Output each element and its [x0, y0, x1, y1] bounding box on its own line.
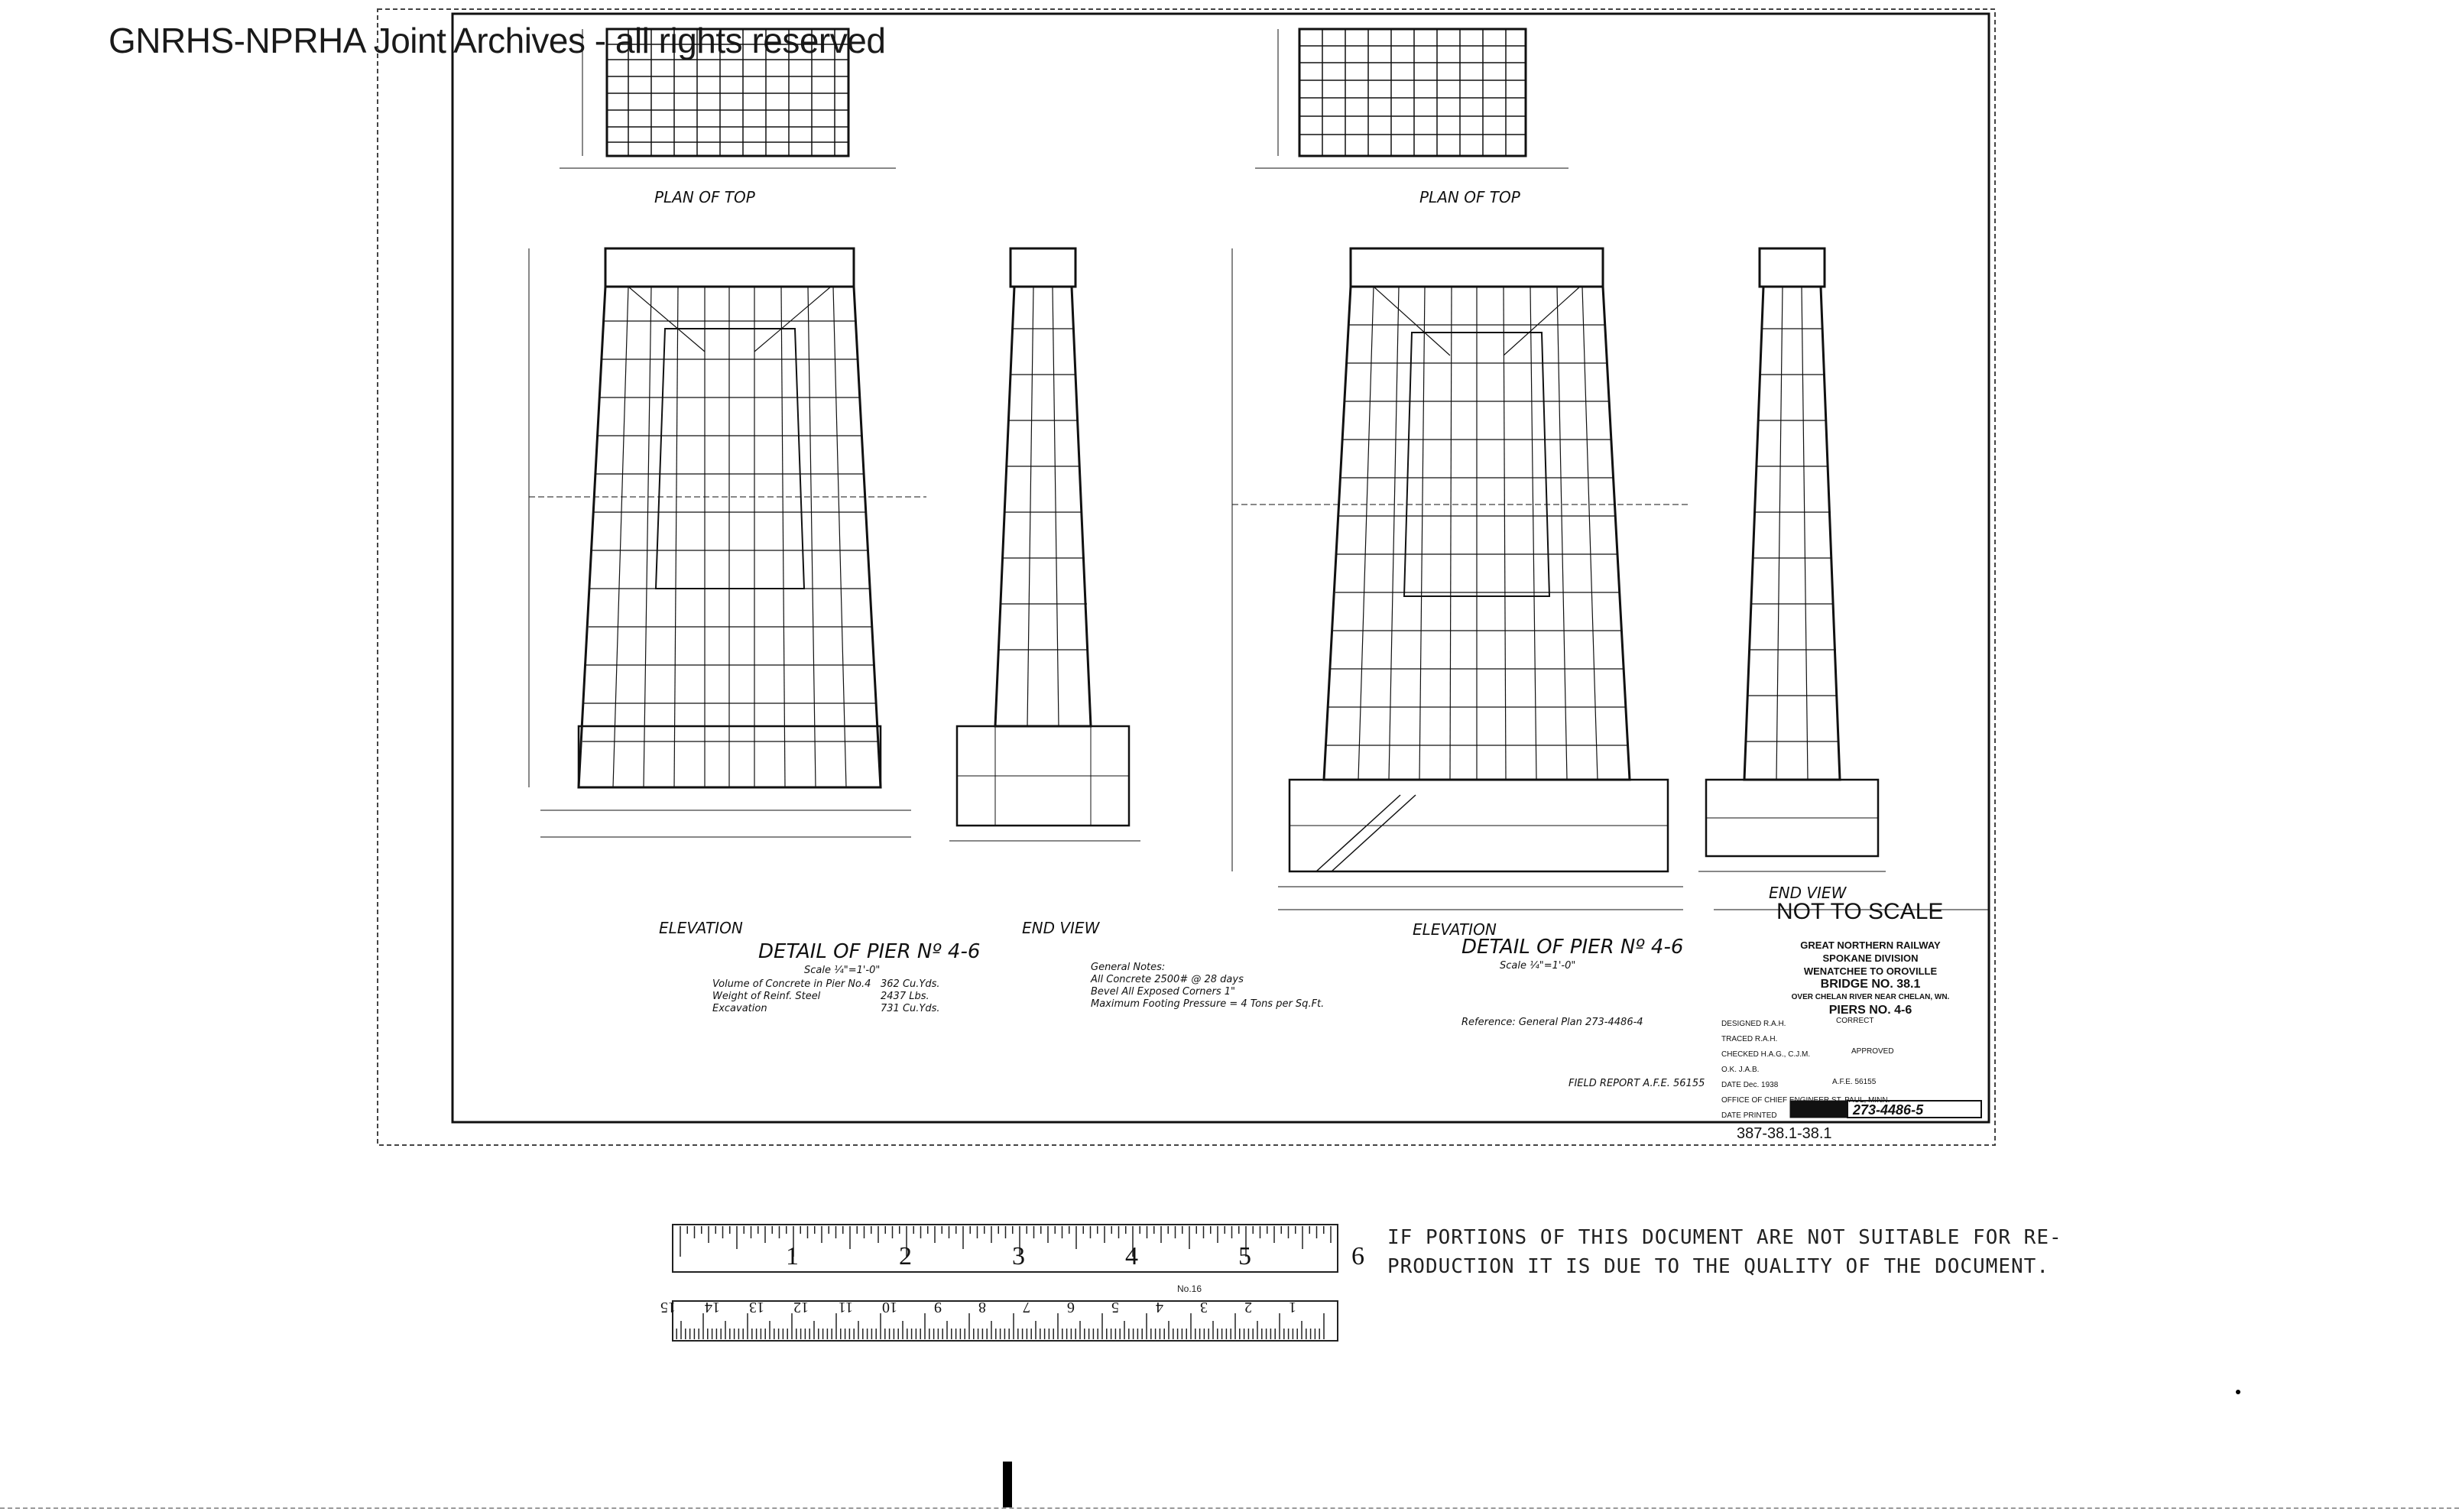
left-end-view: [949, 248, 1140, 841]
credit-date: DATE Dec. 1938: [1721, 1081, 1779, 1089]
left-plan-label: PLAN OF TOP: [654, 188, 755, 206]
title-piers: PIERS NO. 4-6: [1828, 1004, 1912, 1017]
credit-traced: TRACED R.A.H.: [1721, 1035, 1778, 1043]
general-notes-line-1: All Concrete 2500# @ 28 days: [1091, 974, 1244, 985]
ruler-bottom-number: 2: [1244, 1299, 1252, 1316]
ruler-top-number: 6: [1351, 1242, 1364, 1270]
left-elevation-label: ELEVATION: [659, 919, 743, 937]
quantity-volume-label: Volume of Concrete in Pier No.4: [712, 978, 871, 990]
ruler-bottom-number: 11: [838, 1299, 853, 1316]
credit-afe: A.F.E. 56155: [1832, 1078, 1877, 1086]
ruler-bottom-number: 1: [1289, 1299, 1296, 1316]
right-end-view: [1698, 248, 1886, 871]
sheet-number: 387-38.1-38.1: [1737, 1125, 1832, 1142]
scan-bottom-edge: [0, 1507, 2459, 1509]
right-detail-title: DETAIL OF PIER Nº 4-6: [1461, 936, 1684, 959]
notice-line-1: IF PORTIONS OF THIS DOCUMENT ARE NOT SUITABLE FOR RE-: [1387, 1226, 2062, 1249]
title-line: WENATCHEE TO OROVILLE: [1803, 965, 1938, 977]
ruler-top-number: 3: [1012, 1242, 1025, 1270]
quantities-values: [881, 978, 940, 1015]
title-block-text: [1767, 939, 1974, 1017]
quantity-volume-value: 362 Cu.Yds.: [881, 978, 940, 990]
ruler-bottom-number: 15: [660, 1299, 676, 1316]
credit-checked: CHECKED H.A.G., C.J.M.: [1721, 1050, 1811, 1059]
ruler-bottom-number: 6: [1067, 1299, 1075, 1316]
title-location: OVER CHELAN RIVER NEAR CHELAN, WN.: [1791, 993, 1950, 1001]
ruler-top-number: 4: [1125, 1242, 1138, 1270]
credit-ok: O.K. J.A.B.: [1721, 1066, 1760, 1074]
notice-line-2: PRODUCTION IT IS DUE TO THE QUALITY OF THE DOCUMENT.: [1387, 1255, 2049, 1278]
general-notes-line-2: Bevel All Exposed Corners 1": [1091, 986, 1235, 998]
scale-ruler: [660, 1215, 1364, 1357]
credit-approved: APPROVED: [1851, 1047, 1894, 1056]
ruler-top-number: 2: [899, 1242, 912, 1270]
archive-watermark: GNRHS-NPRHA Joint Archives - all rights reserved: [109, 21, 886, 60]
ruler-bottom-number: 8: [978, 1299, 986, 1316]
credit-designed: DESIGNED R.A.H.: [1721, 1020, 1786, 1028]
left-elevation: [529, 248, 926, 837]
not-to-scale-stamp: NOT TO SCALE: [1776, 899, 1944, 924]
quantity-steel-value: 2437 Lbs.: [881, 991, 929, 1002]
right-detail-scale: Scale ¼"=1'-0": [1500, 960, 1576, 972]
drawing-number: 273-4486-5: [1853, 1102, 1924, 1118]
quantity-steel-label: Weight of Reinf. Steel: [712, 991, 821, 1002]
reproduction-notice: [1387, 1223, 2062, 1281]
ruler-bottom-number: 4: [1156, 1299, 1163, 1316]
ruler-top-number: 5: [1238, 1242, 1251, 1270]
title-bridge: BRIDGE NO. 38.1: [1820, 978, 1921, 991]
drawing-sheet: [376, 8, 1997, 1147]
ruler-mark: No.16: [1177, 1283, 1202, 1294]
quantity-excavation-label: Excavation: [712, 1003, 767, 1014]
field-report-note: FIELD REPORT A.F.E. 56155: [1569, 1078, 1705, 1089]
ruler-bottom-number: 7: [1023, 1299, 1030, 1316]
ruler-bottom-number: 10: [882, 1299, 897, 1316]
left-detail-title: DETAIL OF PIER Nº 4-6: [758, 940, 981, 963]
ruler-top-number: 1: [786, 1242, 799, 1270]
ruler-bottom-number: 13: [749, 1299, 764, 1316]
right-elevation-label: ELEVATION: [1413, 920, 1497, 939]
left-detail-scale: Scale ¼"=1'-0": [804, 965, 881, 976]
right-end-view-label: END VIEW: [1769, 884, 1847, 902]
ruler-bottom-number: 14: [705, 1299, 720, 1316]
right-plan-of-top: [1255, 29, 1569, 168]
title-railway: GREAT NORTHERN RAILWAY: [1800, 939, 1941, 951]
general-notes-line-3: Maximum Footing Pressure = 4 Tons per Sq.Ft.: [1091, 998, 1325, 1010]
title-division: SPOKANE DIVISION: [1822, 952, 1919, 964]
right-plan-label: PLAN OF TOP: [1419, 188, 1520, 206]
quantity-excavation-value: 731 Cu.Yds.: [881, 1003, 940, 1014]
right-elevation: [1232, 248, 1691, 910]
general-notes-heading: General Notes:: [1091, 962, 1166, 973]
scan-artifact-bar: [1003, 1462, 1012, 1507]
ruler-bottom-number: 12: [793, 1299, 809, 1316]
left-end-view-label: END VIEW: [1022, 919, 1100, 937]
left-plan-of-top: [560, 29, 896, 168]
credit-office: OFFICE OF CHIEF ENGINEER ST. PAUL, MINN.: [1721, 1096, 1890, 1105]
credit-date-printed: DATE PRINTED: [1721, 1111, 1777, 1120]
general-notes: [1091, 962, 1324, 1011]
quantities-labels: [712, 978, 871, 1015]
ruler-bottom-number: 5: [1111, 1299, 1119, 1316]
ruler-bottom-number: 3: [1200, 1299, 1208, 1316]
credit-correct: CORRECT: [1836, 1017, 1874, 1025]
ruler-bottom-number: 9: [934, 1299, 942, 1316]
ruler-svg: [660, 1215, 1364, 1353]
reference-note: Reference: General Plan 273-4486-4: [1461, 1017, 1643, 1028]
scan-artifact-dot: [2236, 1390, 2240, 1394]
